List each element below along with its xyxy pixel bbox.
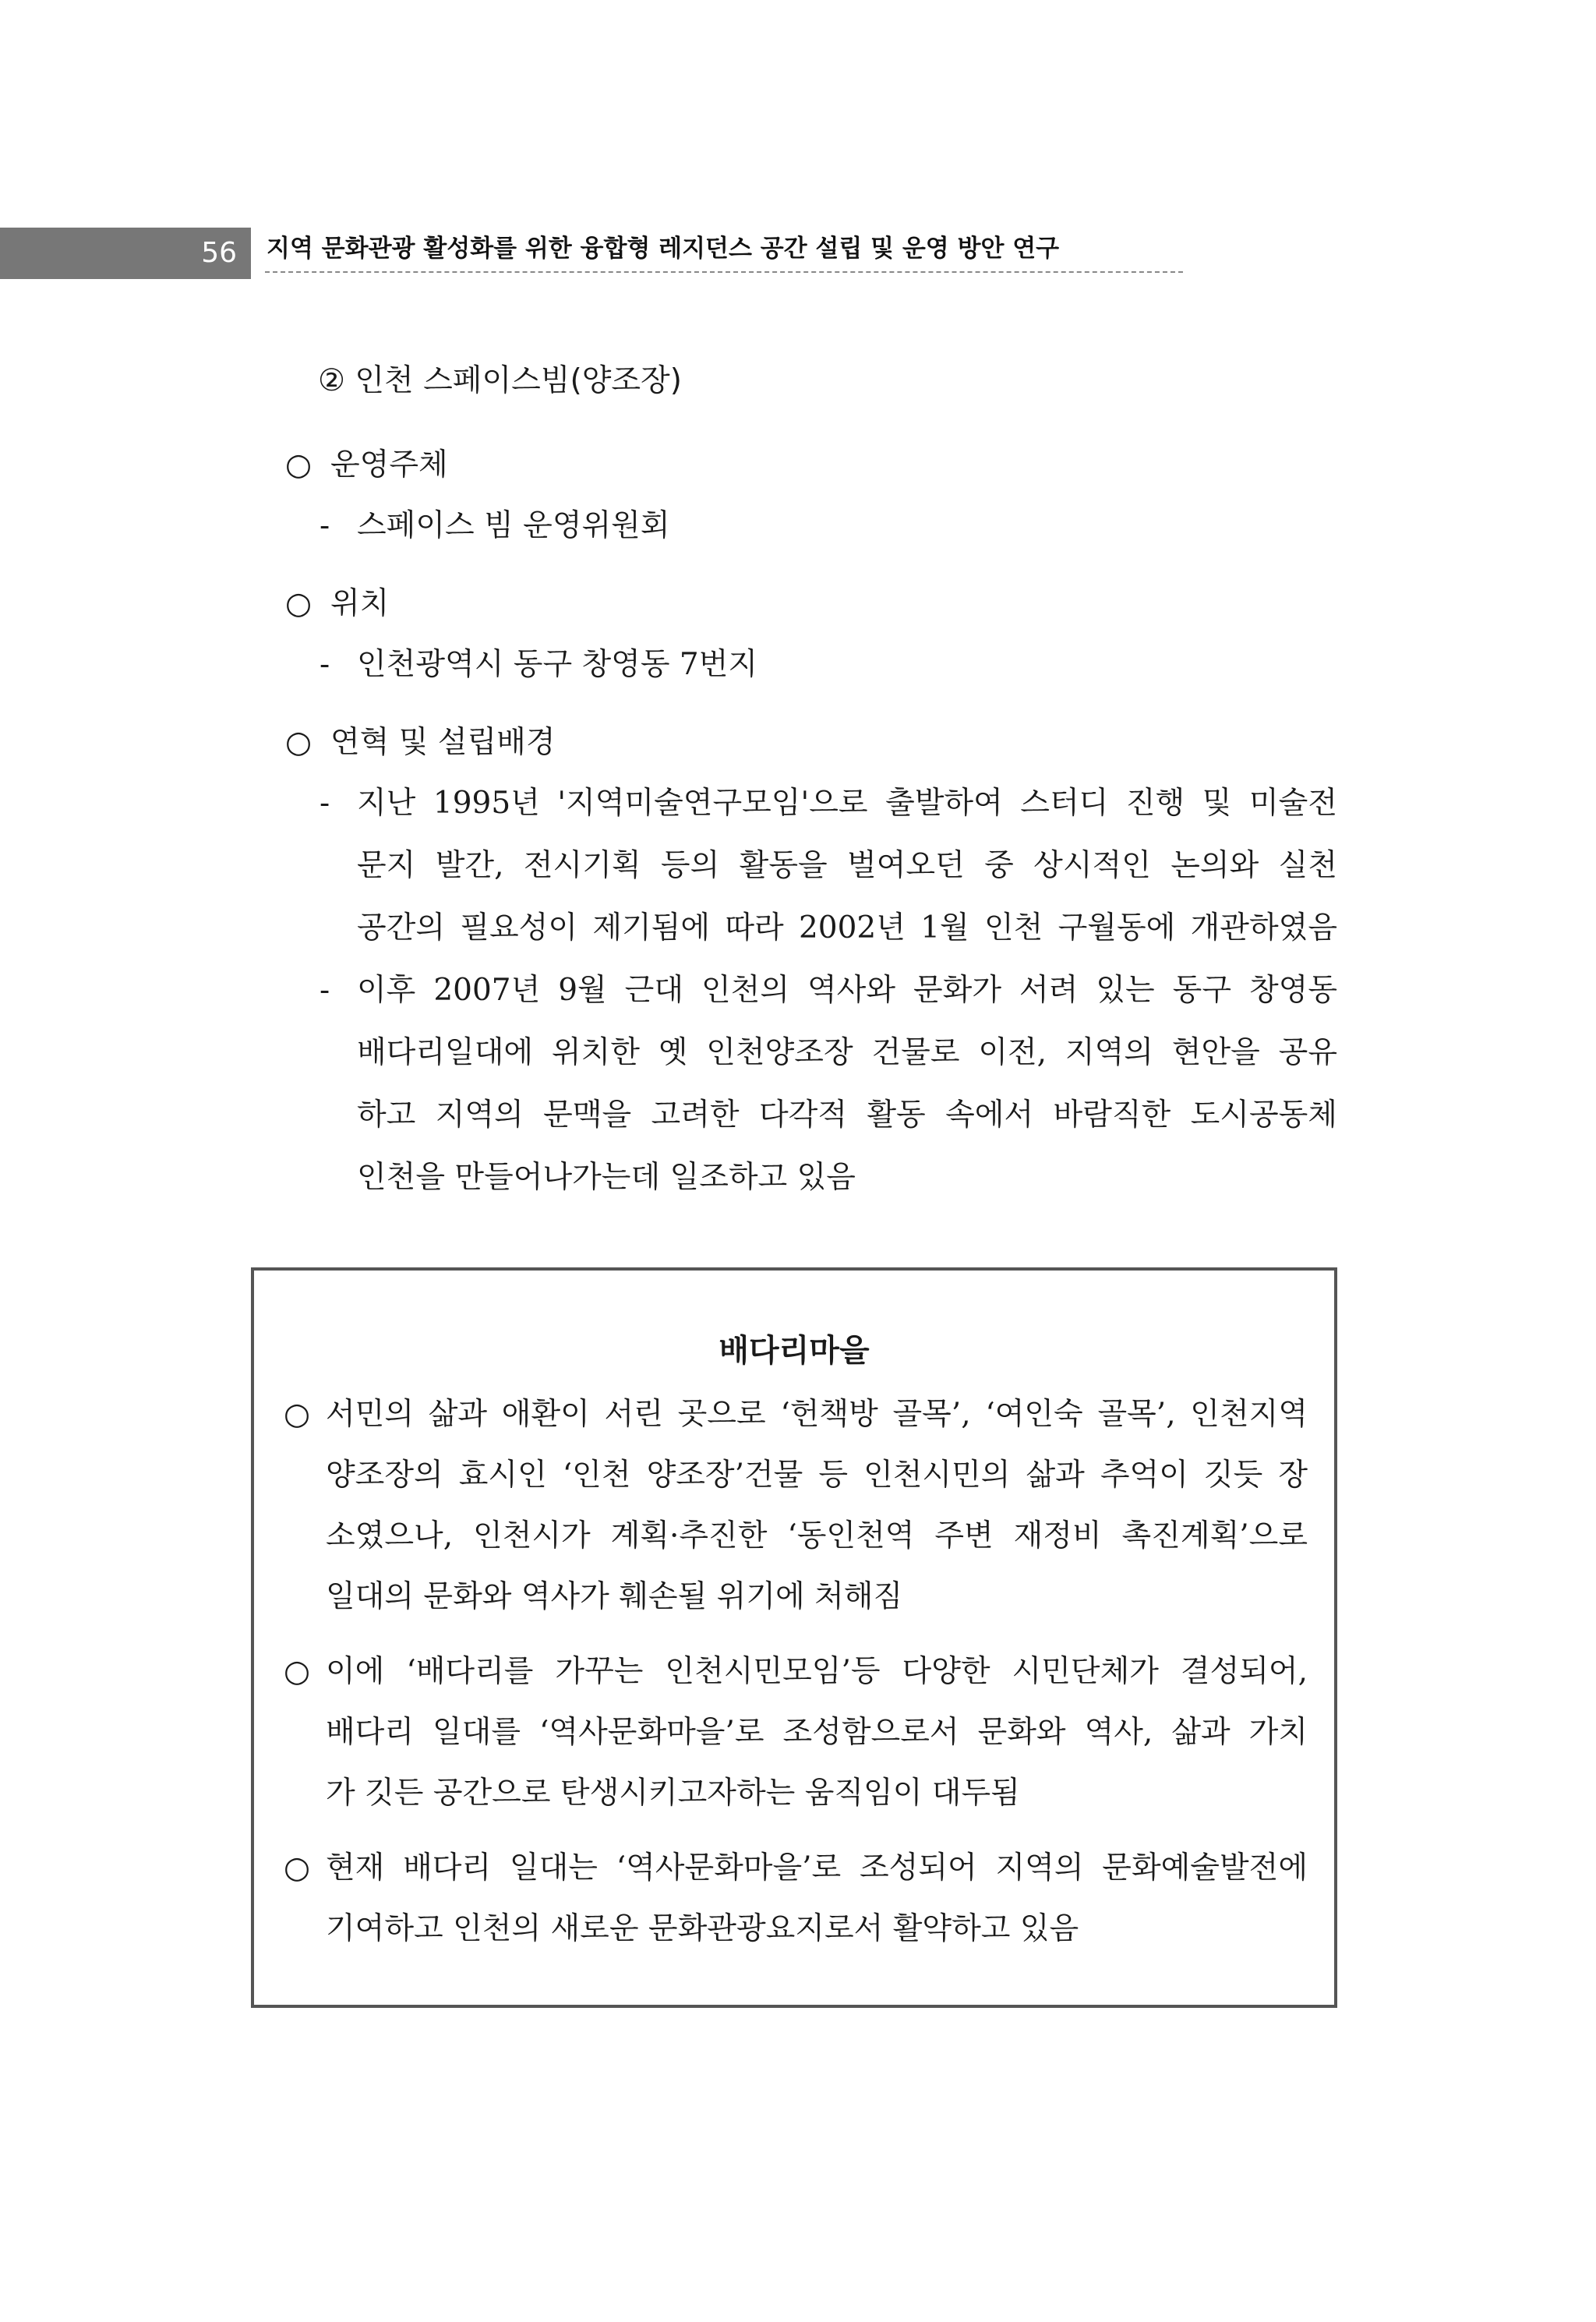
circle-bullet-icon: ○ xyxy=(284,1850,311,1886)
box-line: 소였으나, 인천시가 계획·추진한 ‘동인천역 주변 재정비 촉진계획’으로 xyxy=(326,1518,1308,1553)
section-heading: ② 인천 스페이스빔(양조장) xyxy=(318,363,682,398)
page-number-box xyxy=(0,228,251,279)
dash-bullet-icon: - xyxy=(320,508,330,543)
running-title: 지역 문화관광 활성화를 위한 융합형 레지던스 공간 설립 및 운영 방안 연구 xyxy=(267,235,1060,263)
item-history xyxy=(285,722,556,764)
item-label: 연혁 및 설립배경 xyxy=(330,725,556,760)
dash-bullet-icon: - xyxy=(320,647,330,682)
circle-bullet-icon: ○ xyxy=(285,447,312,482)
circle-bullet-icon: ○ xyxy=(284,1654,311,1689)
box-line: 기여하고 인천의 새로운 문화관광요지로서 활약하고 있음 xyxy=(326,1911,1079,1946)
header-divider xyxy=(265,271,1183,273)
item-operator xyxy=(285,444,448,486)
box-line: 가 깃든 공간으로 탄생시키고자하는 움직임이 대두됨 xyxy=(326,1776,1020,1811)
detail-line: 지난 1995년 '지역미술연구모임'으로 출발하여 스터디 진행 및 미술전 xyxy=(357,786,1337,821)
detail-line: 인천을 만들어나가는데 일조하고 있음 xyxy=(357,1160,856,1195)
box-line: 이에 ‘배다리를 가꾸는 인천시민모임’등 다양한 시민단체가 결성되어, xyxy=(326,1654,1308,1689)
box-line: 양조장의 효시인 ‘인천 양조장’건물 등 인천시민의 삶과 추억이 깃듯 장 xyxy=(326,1458,1308,1493)
box-line: 현재 배다리 일대는 ‘역사문화마을’로 조성되어 지역의 문화예술발전에 xyxy=(326,1850,1308,1886)
item-label: 위치 xyxy=(330,586,390,621)
page-number: 56 xyxy=(201,237,237,269)
circle-bullet-icon: ○ xyxy=(285,586,312,621)
detail-line: 하고 지역의 문맥을 고려한 다각적 활동 속에서 바람직한 도시공동체 xyxy=(357,1097,1337,1133)
detail-line: 배다리일대에 위치한 옛 인천양조장 건물로 이전, 지역의 현안을 공유 xyxy=(357,1035,1337,1070)
dash-bullet-icon: - xyxy=(320,973,330,1008)
dash-bullet-icon: - xyxy=(320,786,330,821)
detail-line: 공간의 필요성이 제기됨에 따라 2002년 1월 인천 구월동에 개관하였음 xyxy=(357,910,1337,945)
detail-line: 스페이스 빔 운영위원회 xyxy=(357,508,670,543)
box-title: 배다리마을 xyxy=(719,1333,870,1369)
page-header xyxy=(0,228,1185,279)
box-line: 일대의 문화와 역사가 훼손될 위기에 처해짐 xyxy=(326,1579,903,1614)
detail-line: 인천광역시 동구 창영동 7번지 xyxy=(357,647,758,682)
detail-line: 이후 2007년 9월 근대 인천의 역사와 문화가 서려 있는 동구 창영동 xyxy=(357,973,1337,1008)
box-line: 서민의 삶과 애환이 서린 곳으로 ‘헌책방 골목’, ‘여인숙 골목’, 인천지역 xyxy=(326,1397,1308,1432)
item-location xyxy=(285,583,389,625)
box-line: 배다리 일대를 ‘역사문화마을’로 조성함으로서 문화와 역사, 삶과 가치 xyxy=(326,1715,1308,1750)
item-label: 운영주체 xyxy=(330,447,448,482)
circle-bullet-icon: ○ xyxy=(284,1397,311,1432)
circle-bullet-icon: ○ xyxy=(285,725,312,760)
info-box xyxy=(251,1267,1337,2008)
detail-line: 문지 발간, 전시기획 등의 활동을 벌여오던 중 상시적인 논의와 실천 xyxy=(357,848,1337,883)
